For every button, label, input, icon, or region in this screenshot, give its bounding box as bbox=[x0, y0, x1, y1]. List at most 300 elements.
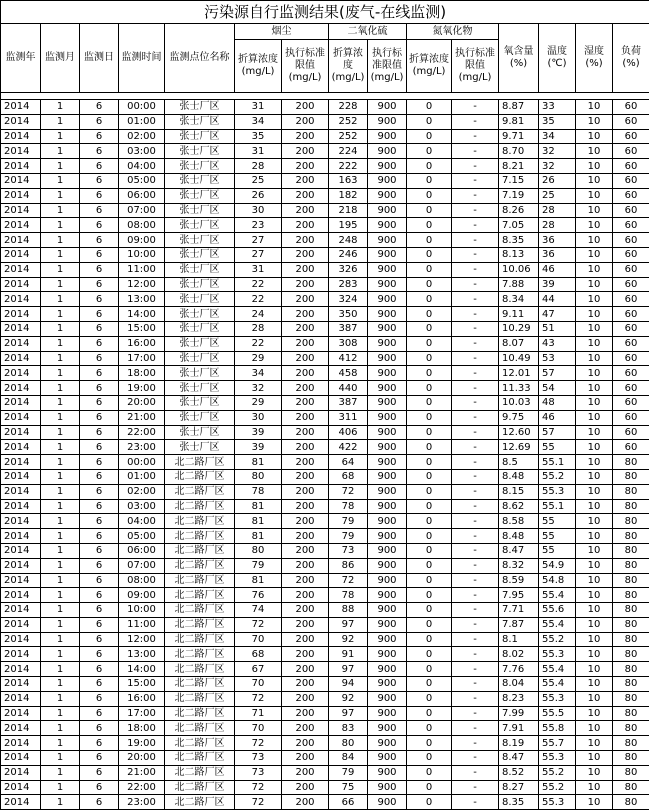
cell-so2-limit: 900 bbox=[368, 780, 407, 795]
cell-nox-limit: - bbox=[452, 455, 499, 470]
cell-humidity: 10 bbox=[576, 159, 613, 174]
cell-oxygen: 9.71 bbox=[499, 129, 539, 144]
cell-humidity: 10 bbox=[576, 691, 613, 706]
cell-year: 2014 bbox=[1, 292, 41, 307]
cell-oxygen: 8.04 bbox=[499, 677, 539, 692]
cell-load: 60 bbox=[613, 114, 649, 129]
cell-nox-limit: - bbox=[452, 691, 499, 706]
cell-smoke-conc: 72 bbox=[235, 795, 282, 810]
cell-smoke-conc: 81 bbox=[235, 573, 282, 588]
cell-smoke-limit: 200 bbox=[282, 721, 329, 736]
cell-nox-limit: - bbox=[452, 292, 499, 307]
cell-year: 2014 bbox=[1, 484, 41, 499]
cell-temp: 55.4 bbox=[539, 617, 576, 632]
cell-temp: 32 bbox=[539, 144, 576, 159]
cell-nox-conc: 0 bbox=[407, 173, 452, 188]
cell-day: 6 bbox=[80, 780, 119, 795]
cell-humidity: 10 bbox=[576, 529, 613, 544]
cell-year: 2014 bbox=[1, 307, 41, 322]
cell-temp: 35 bbox=[539, 114, 576, 129]
cell-temp: 57 bbox=[539, 425, 576, 440]
cell-smoke-limit: 200 bbox=[282, 677, 329, 692]
cell-day: 6 bbox=[80, 114, 119, 129]
cell-so2-conc: 252 bbox=[329, 129, 368, 144]
cell-site: 张士厂区 bbox=[165, 233, 235, 248]
header-so2-limit: 执行标准限值(mg/L) bbox=[368, 40, 407, 93]
cell-so2-conc: 97 bbox=[329, 662, 368, 677]
cell-time: 10:00 bbox=[119, 603, 165, 618]
cell-month: 1 bbox=[41, 233, 80, 248]
cell-time: 07:00 bbox=[119, 203, 165, 218]
header-nox-group: 氮氧化物 bbox=[407, 24, 499, 40]
cell-year: 2014 bbox=[1, 499, 41, 514]
cell-smoke-conc: 81 bbox=[235, 499, 282, 514]
cell-time: 06:00 bbox=[119, 543, 165, 558]
cell-oxygen: 8.02 bbox=[499, 647, 539, 662]
cell-nox-conc: 0 bbox=[407, 617, 452, 632]
cell-smoke-limit: 200 bbox=[282, 795, 329, 810]
cell-so2-conc: 72 bbox=[329, 484, 368, 499]
cell-oxygen: 9.81 bbox=[499, 114, 539, 129]
cell-humidity: 10 bbox=[576, 129, 613, 144]
cell-humidity: 10 bbox=[576, 617, 613, 632]
cell-year: 2014 bbox=[1, 159, 41, 174]
cell-so2-conc: 195 bbox=[329, 218, 368, 233]
cell-nox-conc: 0 bbox=[407, 484, 452, 499]
cell-oxygen: 7.05 bbox=[499, 218, 539, 233]
cell-time: 12:00 bbox=[119, 632, 165, 647]
cell-humidity: 10 bbox=[576, 440, 613, 455]
cell-temp: 55.3 bbox=[539, 795, 576, 810]
cell-year: 2014 bbox=[1, 588, 41, 603]
cell-day: 6 bbox=[80, 262, 119, 277]
cell-nox-limit: - bbox=[452, 425, 499, 440]
cell-so2-limit: 900 bbox=[368, 706, 407, 721]
cell-temp: 32 bbox=[539, 159, 576, 174]
cell-so2-conc: 163 bbox=[329, 173, 368, 188]
cell-humidity: 10 bbox=[576, 573, 613, 588]
cell-time: 22:00 bbox=[119, 425, 165, 440]
cell-day: 6 bbox=[80, 588, 119, 603]
cell-site: 张士厂区 bbox=[165, 247, 235, 262]
cell-day: 6 bbox=[80, 218, 119, 233]
cell-temp: 55.2 bbox=[539, 765, 576, 780]
cell-site: 北二路厂区 bbox=[165, 469, 235, 484]
cell-nox-conc: 0 bbox=[407, 647, 452, 662]
cell-smoke-conc: 22 bbox=[235, 292, 282, 307]
cell-humidity: 10 bbox=[576, 706, 613, 721]
cell-time: 04:00 bbox=[119, 159, 165, 174]
cell-day: 6 bbox=[80, 321, 119, 336]
cell-site: 北二路厂区 bbox=[165, 795, 235, 810]
cell-year: 2014 bbox=[1, 529, 41, 544]
cell-year: 2014 bbox=[1, 617, 41, 632]
cell-site: 北二路厂区 bbox=[165, 706, 235, 721]
cell-so2-conc: 88 bbox=[329, 603, 368, 618]
cell-so2-conc: 412 bbox=[329, 351, 368, 366]
cell-temp: 55.8 bbox=[539, 721, 576, 736]
table-row bbox=[1, 159, 649, 174]
cell-site: 张士厂区 bbox=[165, 218, 235, 233]
cell-nox-conc: 0 bbox=[407, 751, 452, 766]
cell-load: 60 bbox=[613, 410, 649, 425]
cell-smoke-conc: 28 bbox=[235, 159, 282, 174]
cell-nox-conc: 0 bbox=[407, 543, 452, 558]
cell-nox-conc: 0 bbox=[407, 677, 452, 692]
cell-site: 张士厂区 bbox=[165, 366, 235, 381]
cell-nox-limit: - bbox=[452, 543, 499, 558]
cell-time: 01:00 bbox=[119, 114, 165, 129]
cell-temp: 55.6 bbox=[539, 603, 576, 618]
cell-year: 2014 bbox=[1, 780, 41, 795]
cell-smoke-limit: 200 bbox=[282, 173, 329, 188]
cell-so2-conc: 97 bbox=[329, 706, 368, 721]
cell-smoke-conc: 39 bbox=[235, 440, 282, 455]
cell-time: 13:00 bbox=[119, 292, 165, 307]
table-row bbox=[1, 632, 649, 647]
cell-month: 1 bbox=[41, 336, 80, 351]
cell-so2-conc: 283 bbox=[329, 277, 368, 292]
cell-site: 张士厂区 bbox=[165, 277, 235, 292]
table-row bbox=[1, 321, 649, 336]
cell-day: 6 bbox=[80, 721, 119, 736]
cell-nox-limit: - bbox=[452, 188, 499, 203]
cell-nox-limit: - bbox=[452, 751, 499, 766]
cell-nox-limit: - bbox=[452, 677, 499, 692]
cell-smoke-limit: 200 bbox=[282, 247, 329, 262]
cell-smoke-limit: 200 bbox=[282, 632, 329, 647]
cell-nox-limit: - bbox=[452, 499, 499, 514]
cell-nox-limit: - bbox=[452, 647, 499, 662]
cell-load: 80 bbox=[613, 588, 649, 603]
cell-so2-limit: 900 bbox=[368, 292, 407, 307]
cell-year: 2014 bbox=[1, 691, 41, 706]
cell-time: 13:00 bbox=[119, 647, 165, 662]
table-row bbox=[1, 736, 649, 751]
cell-oxygen: 8.70 bbox=[499, 144, 539, 159]
cell-load: 60 bbox=[613, 366, 649, 381]
cell-load: 60 bbox=[613, 188, 649, 203]
cell-so2-conc: 222 bbox=[329, 159, 368, 174]
cell-month: 1 bbox=[41, 469, 80, 484]
cell-so2-limit: 900 bbox=[368, 321, 407, 336]
cell-time: 16:00 bbox=[119, 691, 165, 706]
cell-smoke-limit: 200 bbox=[282, 617, 329, 632]
cell-day: 6 bbox=[80, 469, 119, 484]
cell-site: 张士厂区 bbox=[165, 262, 235, 277]
cell-month: 1 bbox=[41, 395, 80, 410]
cell-humidity: 10 bbox=[576, 381, 613, 396]
cell-so2-limit: 900 bbox=[368, 691, 407, 706]
cell-smoke-conc: 72 bbox=[235, 691, 282, 706]
cell-month: 1 bbox=[41, 203, 80, 218]
table-row bbox=[1, 514, 649, 529]
cell-year: 2014 bbox=[1, 262, 41, 277]
cell-oxygen: 8.48 bbox=[499, 529, 539, 544]
cell-oxygen: 7.99 bbox=[499, 706, 539, 721]
cell-so2-limit: 900 bbox=[368, 173, 407, 188]
cell-so2-conc: 84 bbox=[329, 751, 368, 766]
cell-site: 张士厂区 bbox=[165, 425, 235, 440]
cell-day: 6 bbox=[80, 247, 119, 262]
cell-oxygen: 11.33 bbox=[499, 381, 539, 396]
cell-temp: 25 bbox=[539, 188, 576, 203]
cell-oxygen: 8.21 bbox=[499, 159, 539, 174]
cell-smoke-conc: 27 bbox=[235, 247, 282, 262]
cell-so2-limit: 900 bbox=[368, 499, 407, 514]
cell-so2-conc: 86 bbox=[329, 558, 368, 573]
cell-year: 2014 bbox=[1, 558, 41, 573]
cell-month: 1 bbox=[41, 588, 80, 603]
cell-temp: 55.1 bbox=[539, 455, 576, 470]
cell-load: 80 bbox=[613, 632, 649, 647]
cell-time: 23:00 bbox=[119, 795, 165, 810]
cell-oxygen: 10.49 bbox=[499, 351, 539, 366]
cell-load: 80 bbox=[613, 751, 649, 766]
cell-day: 6 bbox=[80, 691, 119, 706]
cell-temp: 55.1 bbox=[539, 499, 576, 514]
cell-nox-conc: 0 bbox=[407, 455, 452, 470]
cell-site: 张士厂区 bbox=[165, 410, 235, 425]
cell-nox-conc: 0 bbox=[407, 336, 452, 351]
cell-so2-conc: 75 bbox=[329, 780, 368, 795]
cell-so2-conc: 458 bbox=[329, 366, 368, 381]
cell-humidity: 10 bbox=[576, 588, 613, 603]
cell-so2-limit: 900 bbox=[368, 736, 407, 751]
cell-nox-conc: 0 bbox=[407, 469, 452, 484]
cell-time: 09:00 bbox=[119, 233, 165, 248]
cell-load: 80 bbox=[613, 558, 649, 573]
cell-smoke-limit: 200 bbox=[282, 262, 329, 277]
cell-smoke-conc: 68 bbox=[235, 647, 282, 662]
cell-month: 1 bbox=[41, 159, 80, 174]
cell-so2-limit: 900 bbox=[368, 188, 407, 203]
cell-year: 2014 bbox=[1, 765, 41, 780]
cell-smoke-limit: 200 bbox=[282, 292, 329, 307]
cell-nox-conc: 0 bbox=[407, 144, 452, 159]
cell-nox-limit: - bbox=[452, 795, 499, 810]
cell-so2-limit: 900 bbox=[368, 307, 407, 322]
cell-so2-limit: 900 bbox=[368, 440, 407, 455]
cell-site: 北二路厂区 bbox=[165, 721, 235, 736]
cell-oxygen: 9.11 bbox=[499, 307, 539, 322]
cell-so2-limit: 900 bbox=[368, 366, 407, 381]
cell-temp: 55 bbox=[539, 514, 576, 529]
cell-temp: 26 bbox=[539, 173, 576, 188]
cell-month: 1 bbox=[41, 691, 80, 706]
cell-day: 6 bbox=[80, 381, 119, 396]
cell-humidity: 10 bbox=[576, 558, 613, 573]
cell-so2-conc: 68 bbox=[329, 469, 368, 484]
cell-temp: 54.8 bbox=[539, 573, 576, 588]
cell-time: 08:00 bbox=[119, 218, 165, 233]
cell-nox-limit: - bbox=[452, 381, 499, 396]
cell-year: 2014 bbox=[1, 336, 41, 351]
cell-smoke-limit: 200 bbox=[282, 114, 329, 129]
table-row bbox=[1, 188, 649, 203]
cell-month: 1 bbox=[41, 632, 80, 647]
cell-smoke-conc: 34 bbox=[235, 114, 282, 129]
cell-nox-limit: - bbox=[452, 706, 499, 721]
cell-site: 张士厂区 bbox=[165, 351, 235, 366]
cell-month: 1 bbox=[41, 425, 80, 440]
cell-smoke-limit: 200 bbox=[282, 780, 329, 795]
cell-day: 6 bbox=[80, 173, 119, 188]
cell-so2-conc: 422 bbox=[329, 440, 368, 455]
cell-smoke-conc: 70 bbox=[235, 677, 282, 692]
cell-oxygen: 8.19 bbox=[499, 736, 539, 751]
cell-smoke-limit: 200 bbox=[282, 662, 329, 677]
cell-load: 80 bbox=[613, 529, 649, 544]
cell-time: 04:00 bbox=[119, 514, 165, 529]
cell-day: 6 bbox=[80, 188, 119, 203]
cell-month: 1 bbox=[41, 499, 80, 514]
cell-year: 2014 bbox=[1, 277, 41, 292]
cell-so2-limit: 900 bbox=[368, 514, 407, 529]
table-row bbox=[1, 262, 649, 277]
cell-load: 80 bbox=[613, 514, 649, 529]
cell-load: 60 bbox=[613, 395, 649, 410]
cell-nox-limit: - bbox=[452, 129, 499, 144]
cell-oxygen: 8.35 bbox=[499, 233, 539, 248]
cell-load: 80 bbox=[613, 721, 649, 736]
cell-so2-conc: 83 bbox=[329, 721, 368, 736]
cell-load: 60 bbox=[613, 292, 649, 307]
cell-temp: 55 bbox=[539, 440, 576, 455]
cell-year: 2014 bbox=[1, 795, 41, 810]
cell-load: 60 bbox=[613, 440, 649, 455]
cell-time: 16:00 bbox=[119, 336, 165, 351]
cell-so2-conc: 406 bbox=[329, 425, 368, 440]
cell-humidity: 10 bbox=[576, 321, 613, 336]
cell-humidity: 10 bbox=[576, 262, 613, 277]
cell-site: 北二路厂区 bbox=[165, 736, 235, 751]
cell-site: 张士厂区 bbox=[165, 188, 235, 203]
table-row bbox=[1, 247, 649, 262]
cell-humidity: 10 bbox=[576, 233, 613, 248]
cell-so2-limit: 900 bbox=[368, 336, 407, 351]
cell-smoke-conc: 29 bbox=[235, 395, 282, 410]
cell-year: 2014 bbox=[1, 351, 41, 366]
cell-so2-limit: 900 bbox=[368, 617, 407, 632]
cell-so2-conc: 311 bbox=[329, 410, 368, 425]
cell-site: 北二路厂区 bbox=[165, 543, 235, 558]
cell-year: 2014 bbox=[1, 455, 41, 470]
cell-nox-limit: - bbox=[452, 336, 499, 351]
cell-nox-conc: 0 bbox=[407, 395, 452, 410]
cell-temp: 55.2 bbox=[539, 632, 576, 647]
cell-month: 1 bbox=[41, 603, 80, 618]
cell-smoke-limit: 200 bbox=[282, 736, 329, 751]
cell-smoke-limit: 200 bbox=[282, 100, 329, 115]
cell-smoke-limit: 200 bbox=[282, 395, 329, 410]
cell-oxygen: 8.07 bbox=[499, 336, 539, 351]
cell-site: 张士厂区 bbox=[165, 144, 235, 159]
cell-oxygen: 10.03 bbox=[499, 395, 539, 410]
cell-nox-limit: - bbox=[452, 173, 499, 188]
cell-nox-limit: - bbox=[452, 114, 499, 129]
cell-month: 1 bbox=[41, 543, 80, 558]
cell-oxygen: 7.88 bbox=[499, 277, 539, 292]
cell-oxygen: 8.59 bbox=[499, 573, 539, 588]
cell-load: 60 bbox=[613, 144, 649, 159]
cell-so2-conc: 66 bbox=[329, 795, 368, 810]
table-row bbox=[1, 233, 649, 248]
cell-smoke-conc: 73 bbox=[235, 751, 282, 766]
cell-nox-limit: - bbox=[452, 262, 499, 277]
cell-nox-conc: 0 bbox=[407, 351, 452, 366]
cell-smoke-limit: 200 bbox=[282, 188, 329, 203]
cell-time: 02:00 bbox=[119, 484, 165, 499]
table-body bbox=[1, 100, 649, 810]
cell-so2-conc: 228 bbox=[329, 100, 368, 115]
cell-so2-limit: 900 bbox=[368, 218, 407, 233]
cell-site: 张士厂区 bbox=[165, 173, 235, 188]
cell-site: 北二路厂区 bbox=[165, 677, 235, 692]
cell-oxygen: 7.71 bbox=[499, 603, 539, 618]
cell-temp: 55.3 bbox=[539, 647, 576, 662]
cell-oxygen: 8.15 bbox=[499, 484, 539, 499]
cell-load: 60 bbox=[613, 307, 649, 322]
cell-load: 60 bbox=[613, 233, 649, 248]
cell-oxygen: 8.47 bbox=[499, 543, 539, 558]
cell-month: 1 bbox=[41, 351, 80, 366]
cell-month: 1 bbox=[41, 440, 80, 455]
cell-oxygen: 8.47 bbox=[499, 751, 539, 766]
cell-so2-limit: 900 bbox=[368, 159, 407, 174]
header-nox-conc: 折算浓度(mg/L) bbox=[407, 40, 452, 93]
cell-day: 6 bbox=[80, 499, 119, 514]
cell-nox-limit: - bbox=[452, 410, 499, 425]
cell-so2-conc: 64 bbox=[329, 455, 368, 470]
cell-nox-limit: - bbox=[452, 159, 499, 174]
cell-humidity: 10 bbox=[576, 336, 613, 351]
cell-month: 1 bbox=[41, 277, 80, 292]
cell-smoke-limit: 200 bbox=[282, 529, 329, 544]
cell-time: 17:00 bbox=[119, 351, 165, 366]
cell-humidity: 10 bbox=[576, 203, 613, 218]
cell-load: 60 bbox=[613, 100, 649, 115]
cell-smoke-conc: 78 bbox=[235, 484, 282, 499]
cell-humidity: 10 bbox=[576, 780, 613, 795]
cell-month: 1 bbox=[41, 366, 80, 381]
cell-smoke-conc: 72 bbox=[235, 736, 282, 751]
cell-month: 1 bbox=[41, 307, 80, 322]
cell-smoke-limit: 200 bbox=[282, 588, 329, 603]
cell-day: 6 bbox=[80, 736, 119, 751]
table-row bbox=[1, 425, 649, 440]
cell-nox-limit: - bbox=[452, 218, 499, 233]
cell-nox-conc: 0 bbox=[407, 321, 452, 336]
cell-humidity: 10 bbox=[576, 307, 613, 322]
cell-so2-limit: 900 bbox=[368, 558, 407, 573]
cell-time: 01:00 bbox=[119, 469, 165, 484]
table-row bbox=[1, 588, 649, 603]
cell-smoke-conc: 30 bbox=[235, 203, 282, 218]
cell-nox-conc: 0 bbox=[407, 114, 452, 129]
cell-year: 2014 bbox=[1, 647, 41, 662]
table-row bbox=[1, 751, 649, 766]
cell-nox-conc: 0 bbox=[407, 691, 452, 706]
cell-so2-limit: 900 bbox=[368, 203, 407, 218]
cell-load: 60 bbox=[613, 277, 649, 292]
cell-smoke-limit: 200 bbox=[282, 455, 329, 470]
cell-so2-limit: 900 bbox=[368, 100, 407, 115]
table-row bbox=[1, 617, 649, 632]
table-row bbox=[1, 381, 649, 396]
cell-day: 6 bbox=[80, 307, 119, 322]
cell-smoke-conc: 26 bbox=[235, 188, 282, 203]
